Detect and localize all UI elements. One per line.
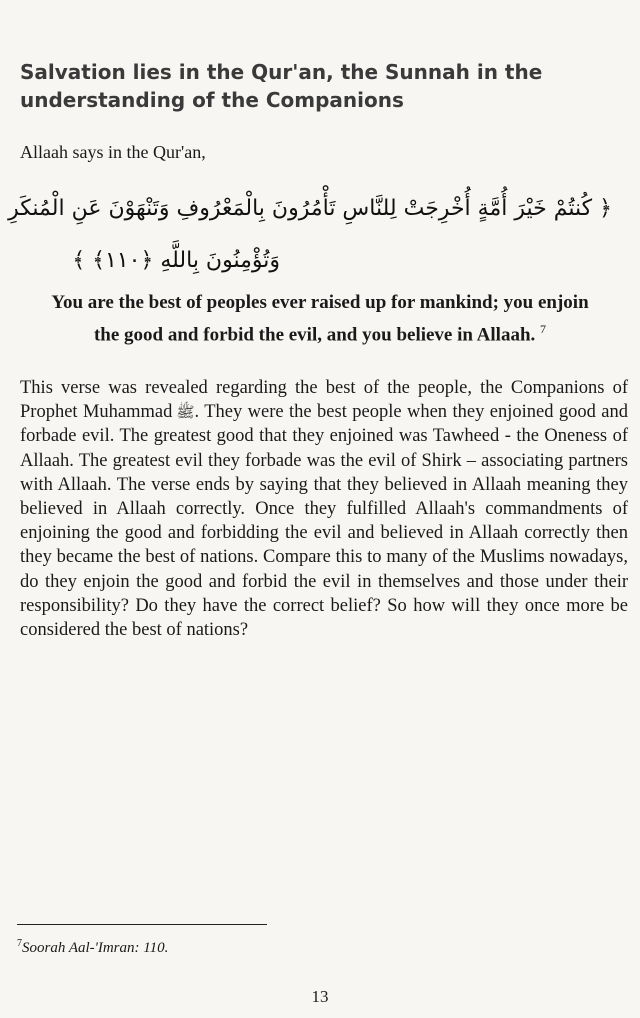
- section-heading: [20, 58, 620, 114]
- salutation-symbol-icon: ﷺ: [176, 403, 195, 422]
- translation-line-2: [14, 316, 626, 348]
- body-paragraph: [20, 376, 628, 642]
- section-heading-line-1: Salvation lies in the Qur'an, the Sunnah in the: [20, 60, 543, 84]
- footnote-number: 7: [17, 938, 22, 949]
- body-part-2: . They were the best people when they enjoined good and forbade evil. The greatest good that they enjoined was Tawheed - the Oneness of Allaah. The greatest evil they forbade was the evil of Shirk – associating partners with Allaah. The verse ends by saying that they believed in Allaah meaning they believed in Allaah correctly. Once they fulfilled Allaah's commandments of enjoining the good and forbidding the evil and believed in Allaah correctly then they became the best of nations. Compare this to many of the Muslims nowadays, do they enjoin the good and forbid the evil in themselves and those under their responsibility? Do they have the correct belief? So how will they once more be considered the best of nations?: [20, 402, 628, 641]
- footnote-reference: 7: [540, 322, 547, 336]
- verse-open-bracket: ﴿: [599, 196, 612, 221]
- verse-close-bracket: ﴾: [72, 248, 86, 273]
- arabic-verse-line-1: [8, 192, 612, 226]
- translation-line-2-text: the good and forbid the evil, and you believe in Allaah.: [93, 324, 536, 346]
- translation-line-1: You are the best of peoples ever raised up for mankind; you enjoin: [51, 292, 589, 313]
- arabic-verse-text-1: كُنتُمْ خَيْرَ أُمَّةٍ أُخْرِجَتْ لِلنَّاسِ تَأْمُرُونَ بِالْمَعْرُوفِ وَتَنْهَوْنَ عَنِ الْمُنكَرِ: [8, 196, 593, 221]
- intro-text: Allaah says in the Qur'an,: [20, 142, 206, 162]
- arabic-verse-text-2: وَتُؤْمِنُونَ بِاللَّهِ: [160, 248, 280, 273]
- section-heading-line-2: understanding of the Companions: [20, 88, 404, 112]
- footnote-divider: [17, 924, 267, 925]
- page-number: 13: [311, 987, 329, 1006]
- footnote: [17, 934, 168, 958]
- verse-number-marker: ﴿١١٠﴾: [92, 248, 154, 273]
- arabic-verse-line-2: [72, 244, 280, 278]
- body-part-1: This verse was revealed regarding the best of the people, the Companions of Prophet Muhammad: [20, 378, 628, 423]
- footnote-text: Soorah Aal-'Imran: 110.: [22, 940, 169, 956]
- verse-translation: [14, 290, 626, 348]
